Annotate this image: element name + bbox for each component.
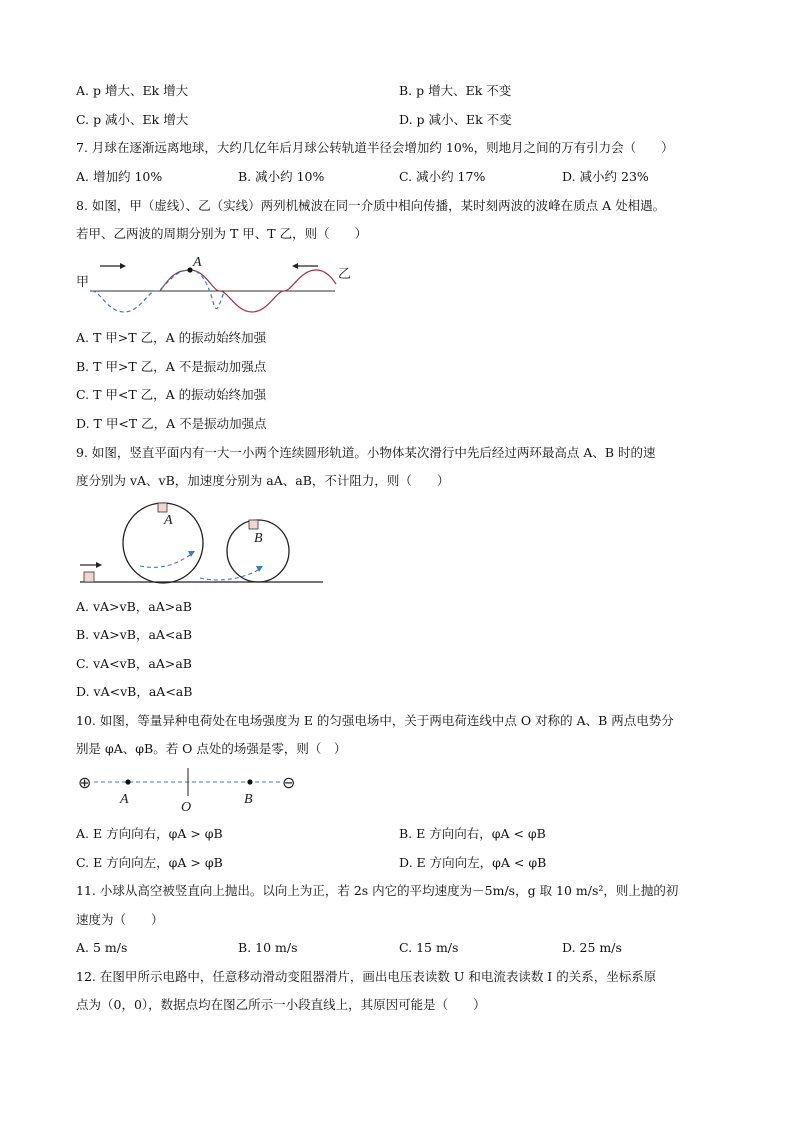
q11-option-d: D. 25 m/s <box>562 940 622 955</box>
q11-option-b: B. 10 m/s <box>238 940 298 955</box>
minus-charge: ⊖ <box>282 773 296 792</box>
q9-option-d: D. vA<vB，aA<aB <box>76 684 193 699</box>
q8-option-b: B. T 甲>T 乙，A 不是振动加强点 <box>76 359 267 374</box>
q10-option-d: D. E 方向向左，φA < φB <box>399 855 547 870</box>
q9-option-b: B. vA>vB，aA<aB <box>76 627 193 642</box>
q8-option-d: D. T 甲<T 乙，A 不是振动加强点 <box>76 416 267 431</box>
q8-option-a: A. T 甲>T 乙，A 的振动始终加强 <box>76 330 267 345</box>
q7-option-d: D. 减小约 23% <box>562 169 649 184</box>
label-b: B <box>244 792 253 807</box>
q12-stem-line2: 点为（0，0），数据点均在图乙所示一小段直线上，其原因可能是（ ） <box>76 997 486 1012</box>
label-a: A <box>120 792 129 807</box>
label-jia: 甲 <box>76 275 90 290</box>
q6-option-a: A. p 增大、Ek 增大 <box>76 83 189 98</box>
q7-stem: 7. 月球在逐渐远离地球，大约几亿年后月球公转轨道半径会增加约 10%，则地月之间的万有引力会（ ） <box>76 140 674 155</box>
q8-option-c: C. T 甲<T 乙，A 的振动始终加强 <box>76 387 267 402</box>
q7-option-b: B. 减小约 10% <box>238 169 325 184</box>
label-yi: 乙 <box>338 267 352 282</box>
q9-option-c: C. vA<vB，aA>aB <box>76 656 192 671</box>
label-a: A <box>164 513 173 528</box>
q9-stem-line2: 度分别为 vA、vB，加速度分别为 aA、aB，不计阻力，则（ ） <box>76 473 450 488</box>
q9-option-a: A. vA>vB，aA>aB <box>76 599 192 614</box>
q11-option-c: C. 15 m/s <box>399 940 459 955</box>
plus-charge: ⊕ <box>78 773 92 792</box>
q9-stem-line1: 9. 如图，竖直平面内有一大一小两个连续圆形轨道。小物体某次滑行中先后经过两环最高点 A、B 时的速 <box>76 445 656 460</box>
q7-option-a: A. 增加约 10% <box>76 169 163 184</box>
q8-stem-line2: 若甲、乙两波的周期分别为 T 甲、T 乙，则（ ） <box>76 226 368 241</box>
q10-option-b: B. E 方向向右，φA < φB <box>399 826 546 841</box>
q10-option-c: C. E 方向向左，φA > φB <box>76 855 223 870</box>
q7-option-c: C. 减小约 17% <box>399 169 486 184</box>
q11-stem-line1: 11. 小球从高空被竖直向上抛出。以向上为正，若 2s 内它的平均速度为－5m/s，g 取 10 m/s²，则上抛的初 <box>76 883 679 898</box>
q10-option-a: A. E 方向向右，φA > φB <box>76 826 223 841</box>
label-o: O <box>181 800 192 815</box>
label-b: B <box>254 531 263 546</box>
q8-stem-line1: 8. 如图，甲（虚线）、乙（实线）两列机械波在同一介质中相向传播，某时刻两波的波峰在质点 A 处相遇。 <box>76 198 666 213</box>
q11-option-a: A. 5 m/s <box>76 940 128 955</box>
q6-option-b: B. p 增大、Ek 不变 <box>399 83 512 98</box>
q11-stem-line2: 速度为（ ） <box>76 912 164 927</box>
q6-option-d: D. p 减小、Ek 不变 <box>399 112 512 127</box>
q10-stem-line2: 别是 φA、φB。若 O 点处的场强是零，则（ ） <box>76 741 347 756</box>
q12-stem-line1: 12. 在图甲所示电路中，任意移动滑动变阻器滑片，画出电压表读数 U 和电流表读数 I 的关系，坐标系原 <box>76 969 657 984</box>
q10-stem-line1: 10. 如图，等量异种电荷处在电场强度为 E 的匀强电场中，关于两电荷连线中点 O 对称的 A、B 两点电势分 <box>76 713 674 728</box>
label-a: A <box>193 255 202 270</box>
q6-option-c: C. p 减小、Ek 增大 <box>76 112 189 127</box>
